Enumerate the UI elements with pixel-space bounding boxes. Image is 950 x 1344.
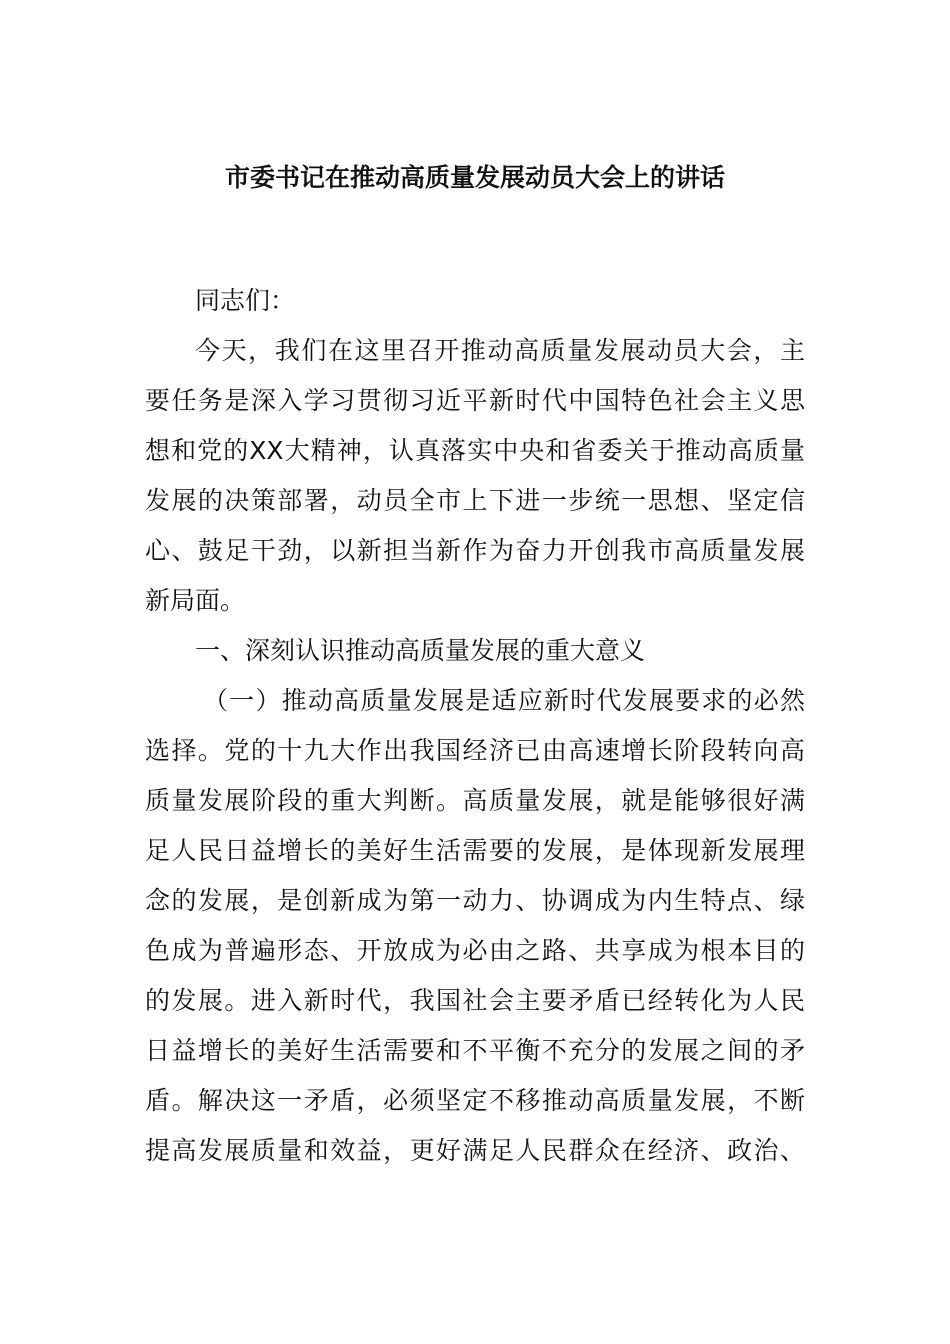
paragraph-line: 色成为普遍形态、开放成为必由之路、共享成为根本目的 xyxy=(145,936,805,965)
paragraph-line: 选择。党的十九大作出我国经济已由高速增长阶段转向高 xyxy=(145,736,805,765)
section-heading: 一、深刻认识推动高质量发展的重大意义 xyxy=(195,636,646,665)
paragraph-line: 质量发展阶段的重大判断。高质量发展，就是能够很好满 xyxy=(145,786,805,815)
document-title: 市委书记在推动高质量发展动员大会上的讲话 xyxy=(224,163,725,192)
paragraph-line: 发展的决策部署，动员全市上下进一步统一思想、坚定信 xyxy=(145,486,805,515)
paragraph-line: 要任务是深入学习贯彻习近平新时代中国特色社会主义思 xyxy=(145,386,805,415)
paragraph-line: 今天，我们在这里召开推动高质量发展动员大会，主 xyxy=(195,336,805,365)
paragraph-line: 的发展。进入新时代，我国社会主要矛盾已经转化为人民 xyxy=(145,986,805,1015)
paragraph-line: 提高发展质量和效益，更好满足人民群众在经济、政治、 xyxy=(145,1136,805,1165)
paragraph-line: 心、鼓足干劲，以新担当新作为奋力开创我市高质量发展 xyxy=(145,536,805,565)
paragraph-line: 盾。解决这一矛盾，必须坚定不移推动高质量发展，不断 xyxy=(145,1086,805,1115)
subsection-heading-line: （一）推动高质量发展是适应新时代发展要求的必然 xyxy=(203,686,805,715)
document-body xyxy=(145,276,805,1176)
paragraph-line: 日益增长的美好生活需要和不平衡不充分的发展之间的矛 xyxy=(145,1036,805,1065)
salutation: 同志们： xyxy=(195,286,296,315)
paragraph-line: 想和党的XX大精神，认真落实中央和省委关于推动高质量 xyxy=(145,436,805,465)
paragraph-line: 足人民日益增长的美好生活需要的发展，是体现新发展理 xyxy=(145,836,805,865)
paragraph-line: 念的发展，是创新成为第一动力、协调成为内生特点、绿 xyxy=(145,886,805,915)
paragraph-line: 新局面。 xyxy=(145,586,246,615)
